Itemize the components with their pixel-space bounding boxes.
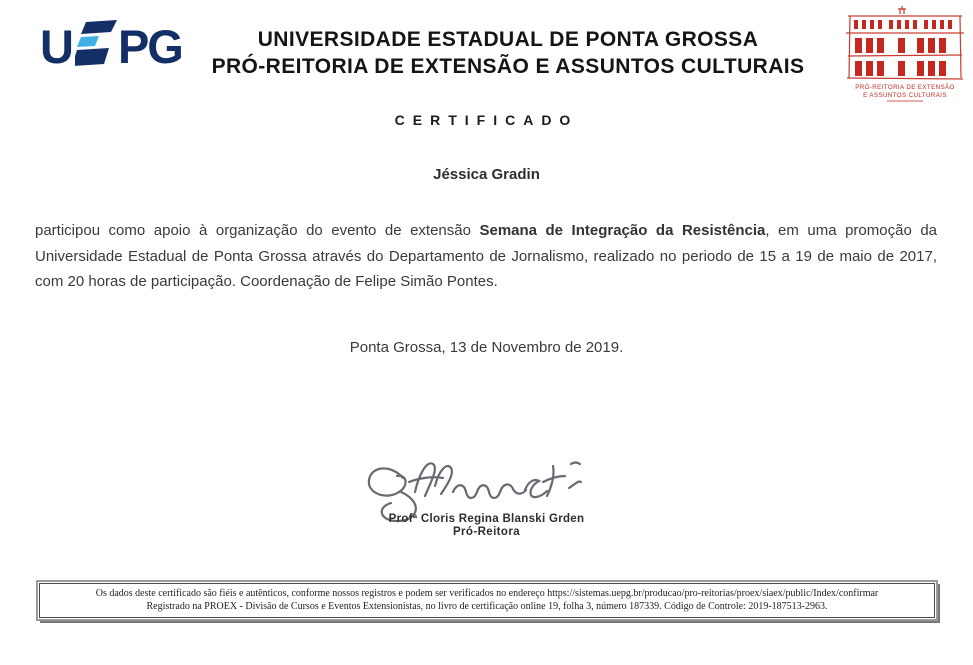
institution-name: UNIVERSIDADE ESTADUAL DE PONTA GROSSA (257, 28, 759, 51)
emblem-caption-line1: PRÓ-REITORIA DE EXTENSÃO (855, 84, 955, 91)
verification-line2: Registrado na PROEX - Divisão de Cursos e Eventos Extensionistas, no livro de certificação online 19, folha 3, número 187339. Código de Controle: 2019-187513-2963. (146, 601, 828, 612)
verification-box-inner (39, 583, 935, 618)
signature-block (0, 452, 973, 538)
verification-box (36, 580, 938, 621)
proex-emblem-icon (845, 6, 965, 111)
uepg-logo-letter-u: U (40, 20, 72, 73)
emblem-caption-line2: E ASSUNTOS CULTURAIS (863, 92, 947, 99)
signer-name: Profª Cloris Regina Blanski Grden (388, 513, 585, 525)
body-text-before: participou como apoio à organização do evento de extensão (35, 222, 480, 239)
institution-department: PRÓ-REITORIA DE EXTENSÃO E ASSUNTOS CULTURAIS (211, 55, 805, 78)
uepg-logo-letters-pg: PG (117, 20, 182, 73)
institution-header (150, 26, 866, 80)
recipient-name: Jéssica Gradin (433, 166, 540, 183)
certificate-body (35, 218, 937, 295)
signer-role: Pró-Reitora (452, 526, 521, 538)
event-name: Semana de Integração da Resistência (479, 222, 766, 239)
verification-line1: Os dados deste certificado são fiéis e autênticos, conforme nossos registros e podem ser verificados no endereço https://sistemas.uepg.br/producao/pro-reitorias/proex/siaex/public/Index/confirmar (95, 588, 879, 599)
place-date-line: Ponta Grossa, 13 de Novembro de 2019. (349, 339, 624, 356)
body-text-after: , em uma promoção da Universidade Estadual de Ponta Grossa através do Departamento de Jornalismo, realizado no periodo de 15 a 19 de maio de 2017, com 20 horas de participação. Coordenação de Felipe Simão Pontes. (35, 222, 938, 290)
certificate-title: CERTIFICADO (394, 112, 579, 128)
uepg-logo-e-icon (75, 20, 117, 73)
